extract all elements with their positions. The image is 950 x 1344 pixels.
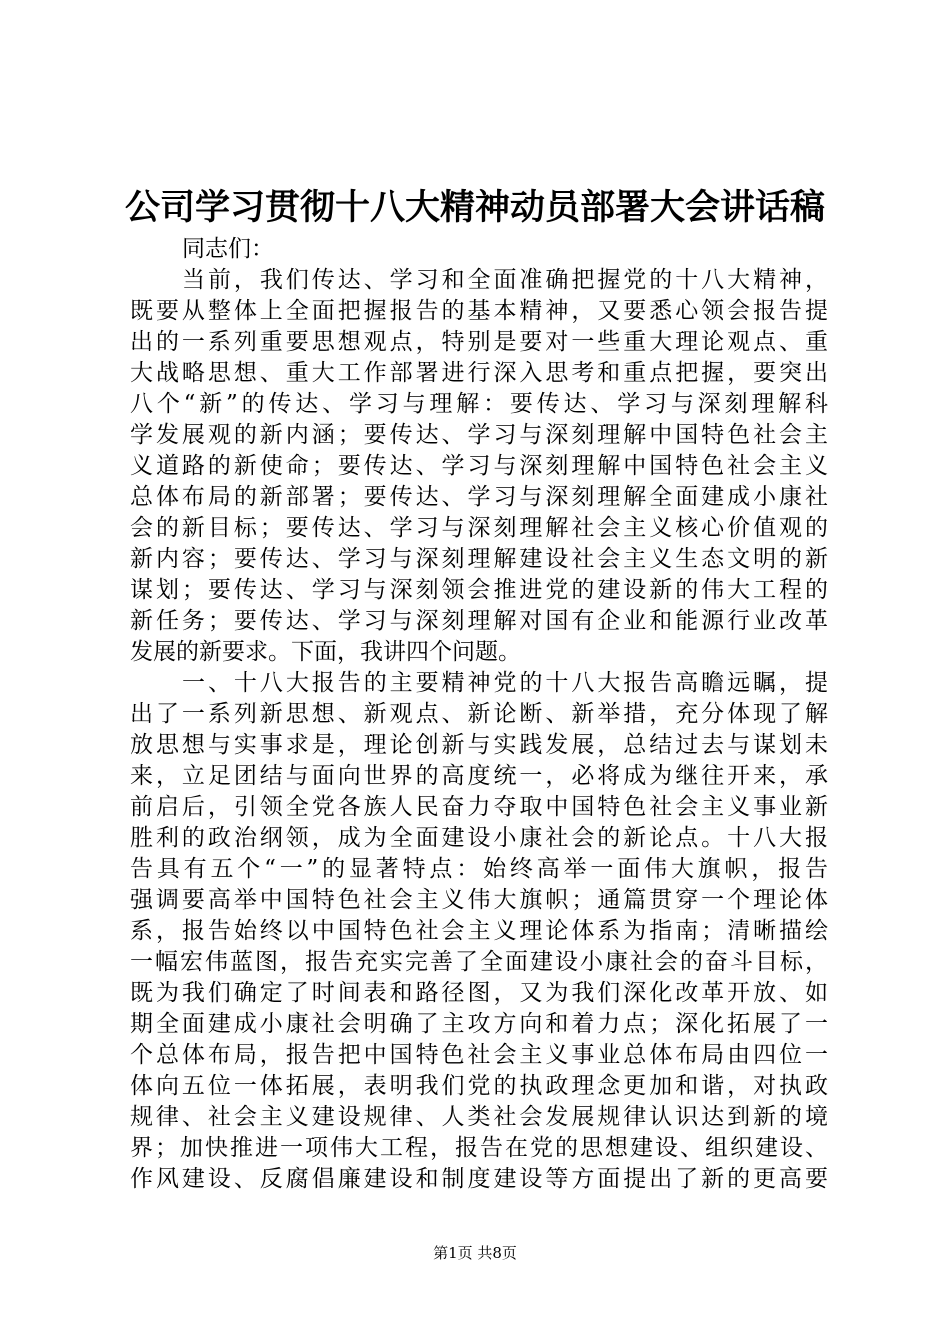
text-line: 界；加快推进一项伟大工程，报告在党的思想建设、组织建设、 [130, 1135, 828, 1161]
text-line: 出的一系列重要思想观点，特别是要对一些重大理论观点、重 [130, 329, 828, 355]
text-line: 告具有五个“一”的显著特点：始终高举一面伟大旗帜，报告 [130, 856, 828, 882]
text-line: 前启后，引领全党各族人民奋力夺取中国特色社会主义事业新 [130, 794, 828, 820]
text-line: 一、十八大报告的主要精神党的十八大报告高瞻远瞩，提 [182, 670, 828, 696]
text-line: 胜利的政治纲领，成为全面建设小康社会的新论点。十八大报 [130, 825, 828, 851]
text-line: 强调要高举中国特色社会主义伟大旗帜；通篇贯穿一个理论体 [130, 887, 828, 913]
text-line: 大战略思想、重大工作部署进行深入思考和重点把握，要突出 [130, 360, 828, 386]
text-line: 体向五位一体拓展，表明我们党的执政理念更加和谐，对执政 [130, 1073, 828, 1099]
text-line: 新任务；要传达、学习与深刻理解对国有企业和能源行业改革 [130, 608, 828, 634]
text-line: 学发展观的新内涵；要传达、学习与深刻理解中国特色社会主 [130, 422, 828, 448]
text-line: 八个“新”的传达、学习与理解：要传达、学习与深刻理解科 [130, 391, 828, 417]
text-line: 期全面建成小康社会明确了主攻方向和着力点；深化拓展了一 [130, 1011, 828, 1037]
document-body [130, 234, 828, 1195]
text-line: 谋划；要传达、学习与深刻领会推进党的建设新的伟大工程的 [130, 577, 828, 603]
text-line: 发展的新要求。下面，我讲四个问题。 [130, 639, 521, 665]
text-line: 放思想与实事求是，理论创新与实践发展，总结过去与谋划未 [130, 732, 828, 758]
text-line: 出了一系列新思想、新观点、新论断、新举措，充分体现了解 [130, 701, 828, 727]
paragraph [130, 234, 828, 265]
text-line: 同志们： [182, 236, 274, 262]
text-line: 作风建设、反腐倡廉建设和制度建设等方面提出了新的更高要 [130, 1166, 828, 1192]
document-title: 公司学习贯彻十八大精神动员部署大会讲话稿 [124, 188, 825, 228]
text-line: 来，立足团结与面向世界的高度统一，必将成为继往开来，承 [130, 763, 828, 789]
paragraph [130, 668, 828, 1195]
text-line: 会的新目标；要传达、学习与深刻理解社会主义核心价值观的 [130, 515, 828, 541]
text-line: 系，报告始终以中国特色社会主义理论体系为指南；清晰描绘 [130, 918, 828, 944]
text-line: 个总体布局，报告把中国特色社会主义事业总体布局由四位一 [130, 1042, 828, 1068]
text-line: 义道路的新使命；要传达、学习与深刻理解中国特色社会主义 [130, 453, 828, 479]
text-line: 规律、社会主义建设规律、人类社会发展规律认识达到新的境 [130, 1104, 828, 1130]
page-footer: 第1页 共8页 [433, 1244, 517, 1262]
text-line: 既要从整体上全面把握报告的基本精神，又要悉心领会报告提 [130, 298, 828, 324]
text-line: 当前，我们传达、学习和全面准确把握党的十八大精神， [182, 267, 828, 293]
text-line: 一幅宏伟蓝图，报告充实完善了全面建设小康社会的奋斗目标， [130, 949, 828, 975]
text-line: 新内容；要传达、学习与深刻理解建设社会主义生态文明的新 [130, 546, 828, 572]
text-line: 既为我们确定了时间表和路径图，又为我们深化改革开放、如 [130, 980, 828, 1006]
text-line: 总体布局的新部署；要传达、学习与深刻理解全面建成小康社 [130, 484, 828, 510]
paragraph [130, 265, 828, 668]
